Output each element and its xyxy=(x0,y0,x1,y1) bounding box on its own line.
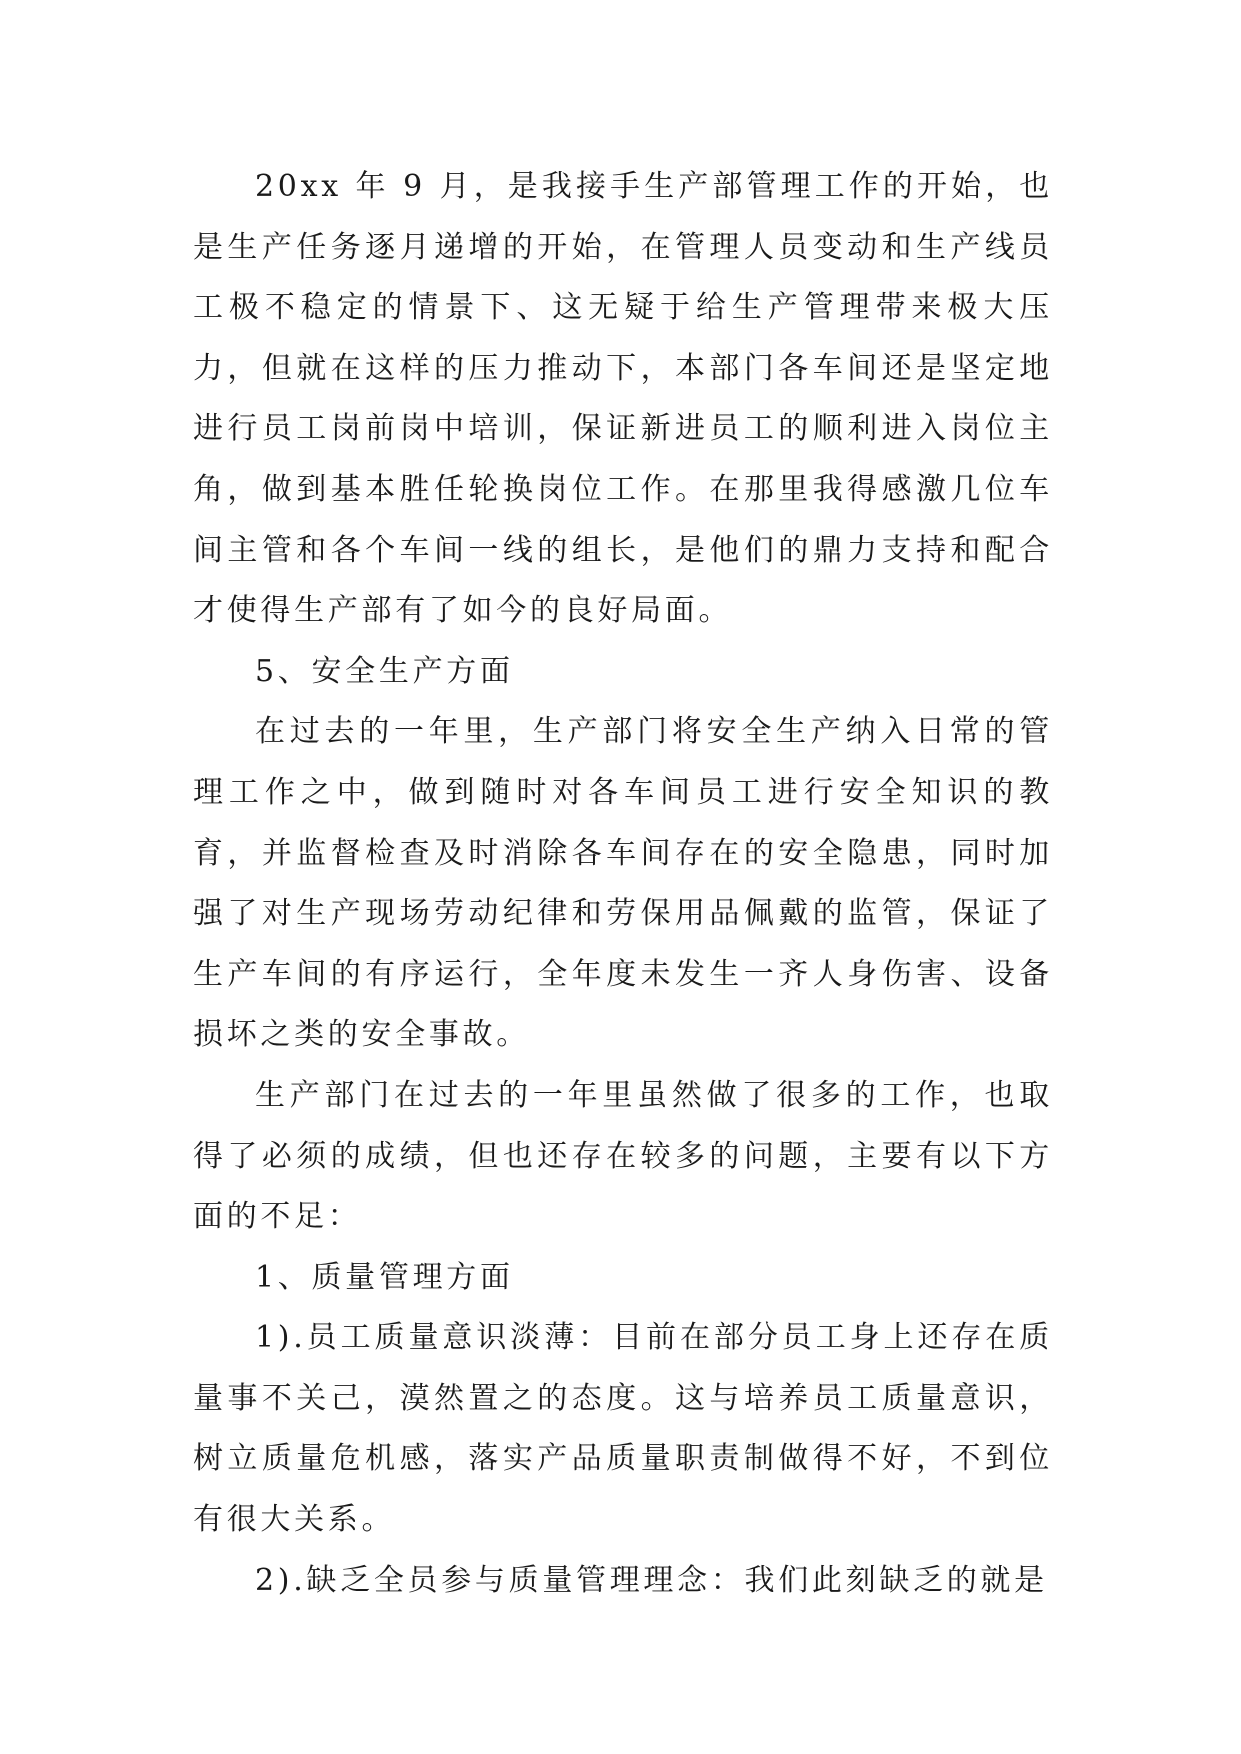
paragraph-safety-production: 在过去的一年里，生产部门将安全生产纳入日常的管理工作之中，做到随时对各车间员工进行安全知识的教育，并监督检查及时消除各车间存在的安全隐患，同时加强了对生产现场劳动纪律和劳保用品佩戴的监管，保证了生产车间的有序运行，全年度未发生一齐人身伤害、设备损坏之类的安全事故。 xyxy=(193,714,1053,1053)
paragraph-production-management: 20xx 年 9 月，是我接手生产部管理工作的开始，也是生产任务逐月递增的开始，在管理人员变动和生产线员工极不稳定的情景下、这无疑于给生产管理带来极大压力，但就在这样的压力推动下，本部门各车间还是坚定地进行员工岗前岗中培训，保证新进员工的顺利进入岗位主角，做到基本胜任轮换岗位工作。在那里我得感激几位车间主管和各个车间一线的组长，是他们的鼎力支持和配合才使得生产部有了如今的良好局面。 xyxy=(193,169,1053,629)
paragraph-quality-participation: 2).缺乏全员参与质量管理理念：我们此刻缺乏的就是 xyxy=(255,1562,1048,1598)
paragraph-quality-awareness: 1).员工质量意识淡薄：目前在部分员工身上还存在质量事不关己，漠然置之的态度。这与培养员工质量意识，树立质量危机感，落实产品质量职责制做得不好，不到位有很大关系。 xyxy=(193,1320,1053,1538)
heading-safety-production: 5、安全生产方面 xyxy=(255,653,514,689)
heading-quality-management: 1、质量管理方面 xyxy=(255,1259,514,1295)
paragraph-shortcomings: 生产部门在过去的一年里虽然做了很多的工作，也取得了必须的成绩，但也还存在较多的问题，主要有以下方面的不足： xyxy=(193,1077,1053,1235)
document-page xyxy=(193,157,1053,1611)
